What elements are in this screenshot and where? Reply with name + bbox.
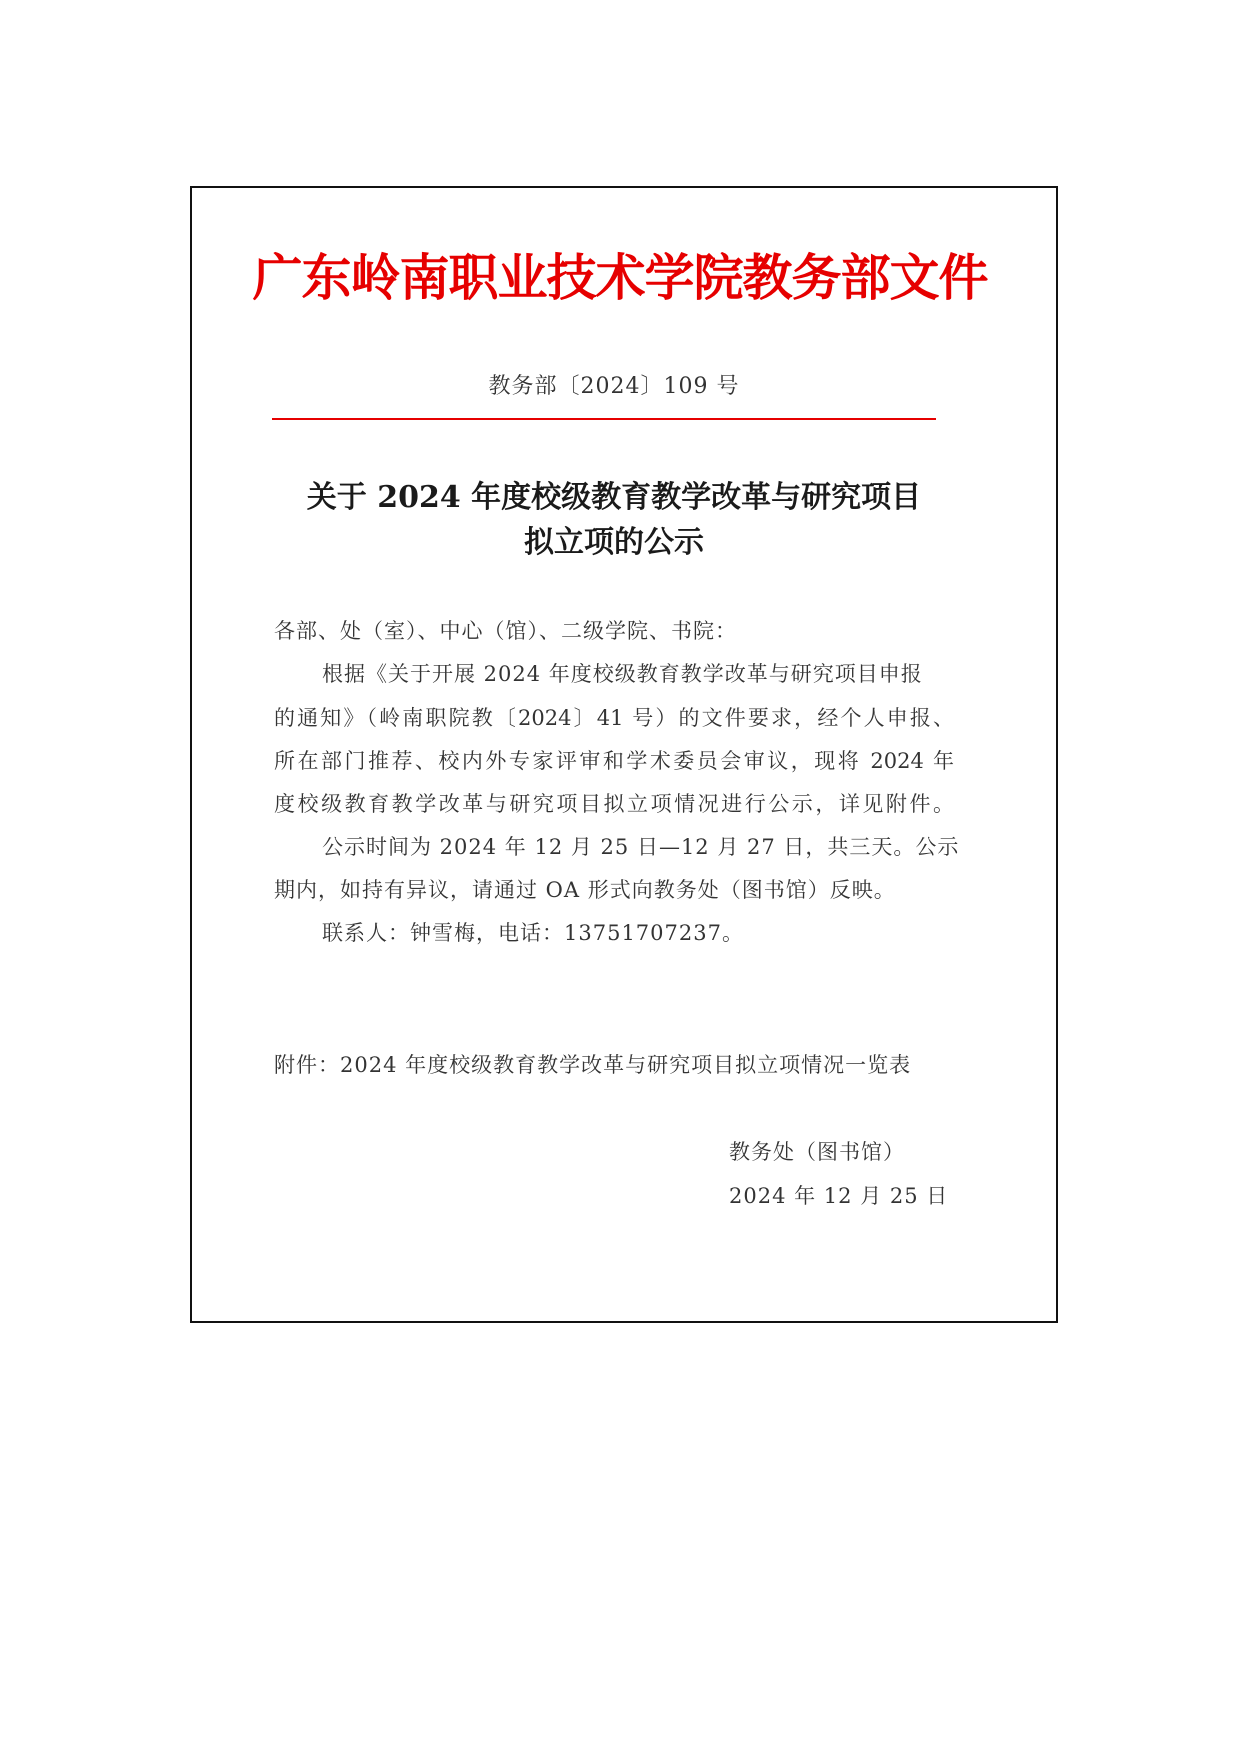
paragraph-1-line-1: 根据《关于开展 2024 年度校级教育教学改革与研究项目申报 bbox=[322, 662, 923, 686]
notice-title-line-1: 关于 2024 年度校级教育教学改革与研究项目 bbox=[306, 480, 922, 515]
paragraph-2-line-1: 公示时间为 2024 年 12 月 25 日—12 月 27 日，共三天。公示 bbox=[322, 835, 960, 859]
notice-title-line-2: 拟立项的公示 bbox=[524, 525, 704, 560]
paragraph-2-line-2: 期内，如持有异议，请通过 OA 形式向教务处（图书馆）反映。 bbox=[274, 878, 896, 902]
document-header-title: 广东岭南职业技术学院教务部文件 bbox=[252, 248, 988, 307]
attachment-line: 附件：2024 年度校级教育教学改革与研究项目拟立项情况一览表 bbox=[274, 1053, 912, 1077]
red-divider bbox=[272, 418, 936, 420]
paragraph-1-line-3: 所在部门推荐、校内外专家评审和学术委员会审议，现将 2024 年 bbox=[274, 749, 954, 773]
contact-line: 联系人：钟雪梅，电话：13751707237。 bbox=[322, 921, 744, 945]
salutation: 各部、处（室）、中心（馆）、二级学院、书院： bbox=[274, 619, 737, 643]
paragraph-1-line-2: 的通知》（岭南职院教〔2024〕41 号）的文件要求，经个人申报、 bbox=[274, 706, 954, 730]
paragraph-1-line-4: 度校级教育教学改革与研究项目拟立项情况进行公示，详见附件。 bbox=[274, 792, 954, 816]
issuer-signature: 教务处（图书馆） bbox=[729, 1140, 905, 1164]
document-number: 教务部〔2024〕109 号 bbox=[488, 374, 740, 399]
issue-date: 2024 年 12 月 25 日 bbox=[729, 1184, 949, 1208]
